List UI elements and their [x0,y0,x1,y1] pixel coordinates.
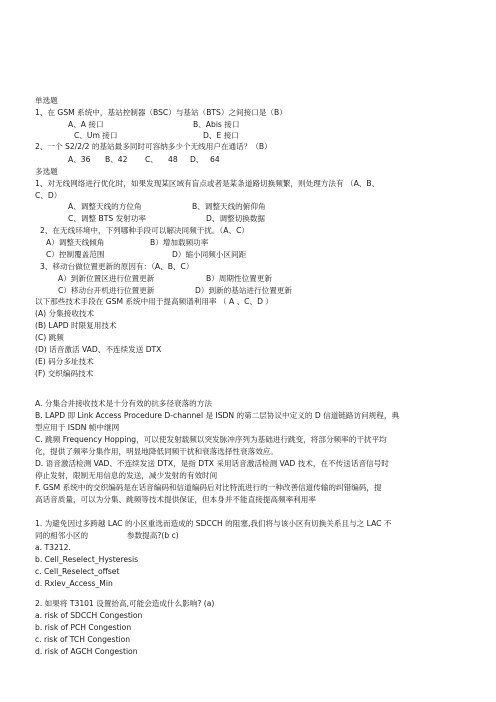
option-line: C、Um 接口 [74,131,118,140]
question-line: 2. 如果将 T3101 设置抬高,可能会造成什么影响? (a) [35,599,215,608]
question-line: 1、对无线网络进行优化时，如果发现某区域有盲点或者是某条道路切换频繁，则处理方法有 （A、B、 [35,179,380,188]
option-line: c. Cell_Reselect_offset [35,567,120,576]
explanation-line: A. 分集合并接收技术是十分有效的抗多径衰落的方法 [35,399,212,408]
question-line: 同的相邻小区的 [35,531,89,540]
option-line: (F) 交织编码技术 [35,369,94,378]
option-line: A、调整天线的方位角 [68,202,142,211]
option-line: C、调整 BTS 发射功率 [68,214,146,223]
option-line: (B) LAPD 时限复用技术 [35,321,117,330]
option-line: 48 [168,155,178,164]
explanation-line: B. LAPD 即 Link Access Procedure D-channel 是 ISDN 的第二层协议中定义的 D 信道链路访问规程，典 [35,411,400,420]
option-line: A、36 [68,155,91,164]
option-line: B）增加载频功率 [150,238,209,247]
option-line: C、 [145,155,158,164]
option-line: a. risk of SDCCH Congestion [35,611,143,620]
explanation-line: C. 跳频 Frequency Hopping，可以使发射载频以突发脉冲序列为基础进行跳变，将部分频率的干扰平均 [35,435,387,444]
question-line: 3、移动台做位置更新的原因有：（A、B、C） [40,262,194,271]
explanation-line: 化，提供了频率分集作用，明显地降低同频干扰和衰落选择性衰落效应。 [35,447,278,456]
option-line: B、调整天线的俯仰角 [192,202,266,211]
option-line: 64 [210,155,220,164]
option-line: C）控制覆盖范围 [46,250,105,259]
option-line: A、A 接口 [68,120,104,129]
question-line: 2、一个 S2/2/2 的基站最多同时可容纳多少个无线用户在通话？（B） [35,142,272,151]
option-line: D、E 接口 [203,131,239,140]
question-line: C、D） [35,191,62,200]
explanation-line: F. GSM 系统中的交织编码是在话音编码和信道编码后对比特流进行的一种改善信道传输的纠错编码，提 [35,483,382,492]
option-line: B、42 [105,155,128,164]
option-line: (E) 码分多址技术 [35,357,94,366]
option-line: (C) 跳频 [35,333,64,342]
option-line: (D) 话音激活 VAD、不连续发送 DTX [35,345,162,354]
option-line: D、调整切换数据 [206,214,266,223]
option-line: D）缩小同频小区间距 [172,250,247,259]
option-line: A）调整天线倾角 [46,238,105,247]
option-line: d. Rxlev_Access_Min [35,579,113,588]
option-line: b. Cell_Reselect_Hysteresis [35,555,139,564]
option-line: B、Abis 接口 [193,120,240,129]
option-line: b. risk of PCH Congestion [35,623,132,632]
question-line: 1、在 GSM 系统中，基站控制器（BSC）与基站（BTS）之间接口是（B） [35,108,287,117]
section-multiple-choice: 多选题 [35,167,58,176]
option-line: A）到新位置区进行位置更新 [58,274,155,283]
explanation-line: 高话音质量，可以为分集、跳频等技术提供保证，但本身并不能直接提高频率利用率 [35,495,316,504]
option-line: (A) 分集接收技术 [35,309,95,318]
option-line: d. risk of AGCH Congestion [35,647,138,656]
option-line: c. risk of TCH Congestion [35,635,131,644]
question-line: 2、在无线环境中，下列哪种手段可以解决同频干扰。（A、C） [40,226,249,235]
option-line: a. T3212. [35,543,71,552]
explanation-line: D. 语音激活检测 VAD、不连续发送 DTX，是指 DTX 采用话音激活检测 VAD 技术，在不传送话音信号时 [35,459,389,468]
question-line: 1. 为避免因过多跨越 LAC 的小区重选而造成的 SDCCH 的阻塞,我们将与该小区有切换关系且与之 LAC 不 [35,519,392,528]
option-line: D）到新的基站进行位置更新 [195,286,292,295]
option-line: B）周期性位置更新 [206,274,272,283]
question-line: 参数提高?(b c) [127,531,179,540]
option-line: D、 [190,155,204,164]
question-line: 以下那些技术手段在 GSM 系统中用于提高频谱利用率 （ A 、C、D ） [35,297,273,306]
section-single-choice: 单选题 [35,96,58,105]
option-line: C）移动台开机进行位置更新 [58,286,155,295]
explanation-line: 型应用于 ISDN 帧中继网 [35,423,120,432]
explanation-line: 停止发射，限制无用信息的发送，减少发射的有效时间 [35,471,218,480]
